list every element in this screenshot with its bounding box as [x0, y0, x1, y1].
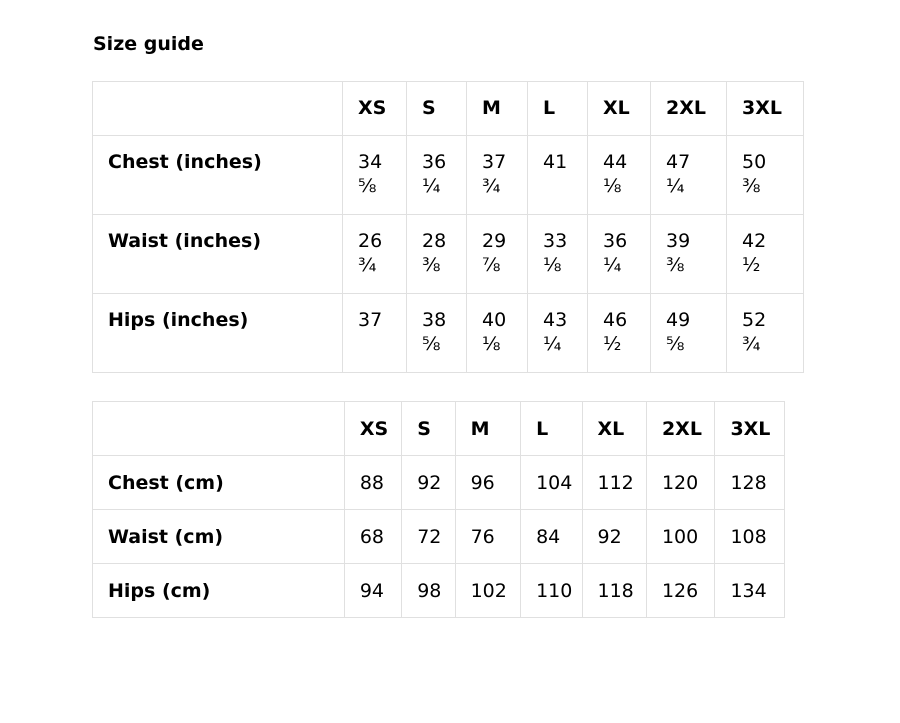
value-cell: 68: [344, 510, 401, 564]
row-label: Waist (inches): [93, 215, 343, 294]
header-cell-2xl: 2XL: [646, 402, 714, 456]
value-whole: 46: [603, 309, 628, 331]
header-cell-xs: XS: [343, 82, 407, 136]
value-cell: 134: [715, 564, 785, 618]
header-cell-3xl: 3XL: [715, 402, 785, 456]
value-fraction: ⅜: [422, 254, 441, 276]
value-cell: [407, 215, 467, 294]
value-fraction: ¾: [358, 254, 377, 276]
table-row-hips: [93, 294, 804, 373]
value-whole: 40: [482, 309, 507, 331]
value-cell: 98: [402, 564, 455, 618]
value-cell: [651, 294, 727, 373]
value-cell: [407, 136, 467, 215]
table-header-row: [93, 82, 804, 136]
value-cell: [588, 294, 651, 373]
size-table-cm: [92, 401, 785, 618]
header-cell-m: M: [455, 402, 520, 456]
value-cell: [651, 215, 727, 294]
value-fraction: ⅝: [666, 333, 685, 355]
value-whole: 29: [482, 230, 507, 252]
value-fraction: ¼: [603, 254, 622, 276]
table-row-waist: [93, 510, 785, 564]
value-whole: 28: [422, 230, 447, 252]
value-cell: [343, 294, 407, 373]
row-label: Chest (inches): [93, 136, 343, 215]
table-header-row: [93, 402, 785, 456]
value-cell: 94: [344, 564, 401, 618]
value-whole: 43: [543, 309, 568, 331]
value-cell: 92: [582, 510, 646, 564]
value-whole: 50: [742, 151, 767, 173]
value-whole: 41: [543, 151, 568, 173]
value-fraction: ½: [742, 254, 761, 276]
value-cell: [467, 294, 528, 373]
value-cell: 102: [455, 564, 520, 618]
value-cell: 76: [455, 510, 520, 564]
value-whole: 36: [422, 151, 447, 173]
value-cell: [343, 136, 407, 215]
value-fraction: ⅞: [482, 254, 501, 276]
header-cell-xs: XS: [344, 402, 401, 456]
row-label: Chest (cm): [93, 456, 345, 510]
value-cell: [588, 136, 651, 215]
value-fraction: ⅝: [358, 175, 377, 197]
table-row-chest: [93, 136, 804, 215]
value-cell: 110: [521, 564, 582, 618]
value-whole: 26: [358, 230, 383, 252]
value-fraction: ½: [603, 333, 622, 355]
row-label: Hips (cm): [93, 564, 345, 618]
value-fraction: ⅜: [666, 254, 685, 276]
value-cell: [467, 215, 528, 294]
value-cell: 126: [646, 564, 714, 618]
value-whole: 44: [603, 151, 628, 173]
value-cell: 92: [402, 456, 455, 510]
header-cell-xl: XL: [582, 402, 646, 456]
header-cell-s: S: [407, 82, 467, 136]
value-cell: [651, 136, 727, 215]
value-cell: 108: [715, 510, 785, 564]
value-fraction: ¾: [742, 333, 761, 355]
value-fraction: ¾: [482, 175, 501, 197]
value-whole: 52: [742, 309, 767, 331]
header-cell-2xl: 2XL: [651, 82, 727, 136]
header-cell-3xl: 3XL: [727, 82, 804, 136]
value-fraction: ⅝: [422, 333, 441, 355]
value-cell: [528, 136, 588, 215]
value-cell: 72: [402, 510, 455, 564]
value-cell: 104: [521, 456, 582, 510]
table-row-hips: [93, 564, 785, 618]
value-fraction: ¼: [543, 333, 562, 355]
value-cell: [467, 136, 528, 215]
value-cell: [343, 215, 407, 294]
value-whole: 42: [742, 230, 767, 252]
value-fraction: ⅛: [543, 254, 562, 276]
value-cell: [727, 136, 804, 215]
value-whole: 47: [666, 151, 691, 173]
header-cell-s: S: [402, 402, 455, 456]
header-cell-l: L: [528, 82, 588, 136]
value-whole: 37: [482, 151, 507, 173]
value-whole: 38: [422, 309, 447, 331]
value-cell: 88: [344, 456, 401, 510]
value-cell: [528, 294, 588, 373]
value-cell: [407, 294, 467, 373]
value-fraction: ⅜: [742, 175, 761, 197]
page-title: Size guide: [93, 33, 204, 55]
value-cell: 96: [455, 456, 520, 510]
value-fraction: ⅛: [603, 175, 622, 197]
value-fraction: ⅛: [482, 333, 501, 355]
row-label: Waist (cm): [93, 510, 345, 564]
value-cell: 84: [521, 510, 582, 564]
table-row-waist: [93, 215, 804, 294]
value-fraction: ¼: [666, 175, 685, 197]
table-row-chest: [93, 456, 785, 510]
value-whole: 34: [358, 151, 383, 173]
value-cell: 120: [646, 456, 714, 510]
row-label: Hips (inches): [93, 294, 343, 373]
value-whole: 39: [666, 230, 691, 252]
header-cell-l: L: [521, 402, 582, 456]
header-cell-xl: XL: [588, 82, 651, 136]
value-whole: 49: [666, 309, 691, 331]
header-cell-empty: [93, 82, 343, 136]
value-fraction: ¼: [422, 175, 441, 197]
header-cell-empty: [93, 402, 345, 456]
header-cell-m: M: [467, 82, 528, 136]
value-cell: 118: [582, 564, 646, 618]
value-whole: 33: [543, 230, 568, 252]
size-table-inches: [92, 81, 804, 373]
value-cell: [588, 215, 651, 294]
value-cell: [528, 215, 588, 294]
value-cell: 112: [582, 456, 646, 510]
value-cell: [727, 215, 804, 294]
value-cell: 100: [646, 510, 714, 564]
value-cell: [727, 294, 804, 373]
value-whole: 36: [603, 230, 628, 252]
value-whole: 37: [358, 309, 383, 331]
value-cell: 128: [715, 456, 785, 510]
